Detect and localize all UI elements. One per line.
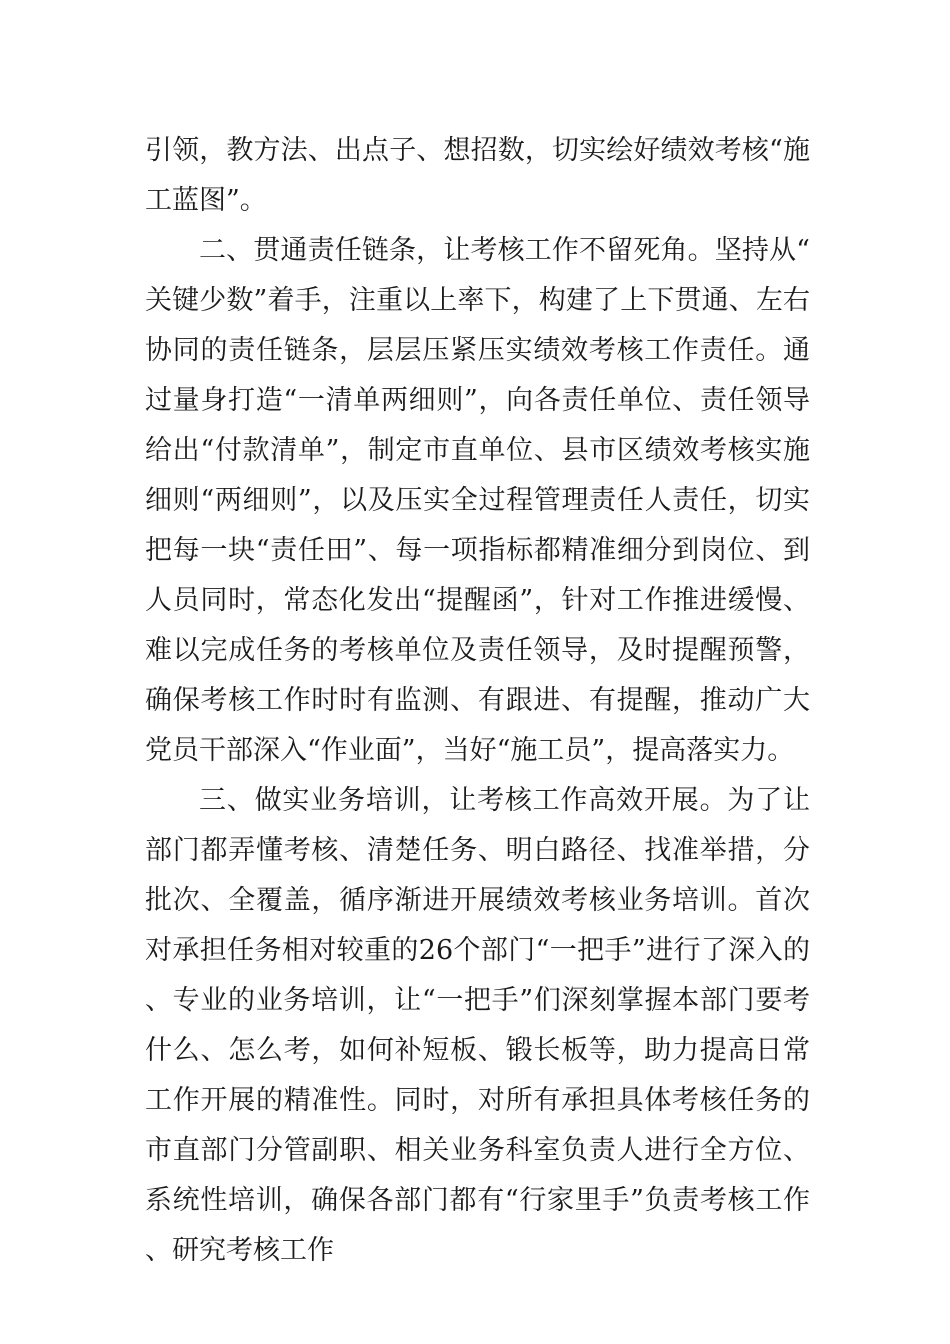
document-body [145, 126, 810, 1276]
paragraph-section-three: 三、做实业务培训，让考核工作高效开展。为了让部门都弄懂考核、清楚任务、明白路径、找准举措，分批次、全覆盖，循序渐进开展绩效考核业务培训。首次对承担任务相对较重的26个部门“一把手”进行了深入的、专业的业务培训，让“一把手”们深刻掌握本部门要考什么、怎么考，如何补短板、锻长板等，助力提高日常工作开展的精准性。同时，对所有承担具体考核任务的市直部门分管副职、相关业务科室负责人进行全方位、系统性培训，确保各部门都有“行家里手”负责考核工作、研究考核工作 [145, 785, 810, 1266]
paragraph-section-two: 二、贯通责任链条，让考核工作不留死角。坚持从“关键少数”着手，注重以上率下，构建了上下贯通、左右协同的责任链条，层层压紧压实绩效考核工作责任。通过量身打造“一清单两细则”，向各责任单位、责任领导给出“付款清单”，制定市直单位、县市区绩效考核实施细则“两细则”，以及压实全过程管理责任人责任，切实把每一块“责任田”、每一项指标都精准细分到岗位、到人员同时，常态化发出“提醒函”，针对工作推进缓慢、难以完成任务的考核单位及责任领导，及时提醒预警，确保考核工作时时有监测、有跟进、有提醒，推动广大党员干部深入“作业面”，当好“施工员”，提高落实力。 [145, 235, 810, 766]
paragraph-continuation: 引领，教方法、出点子、想招数，切实绘好绩效考核“施工蓝图”。 [145, 135, 810, 216]
